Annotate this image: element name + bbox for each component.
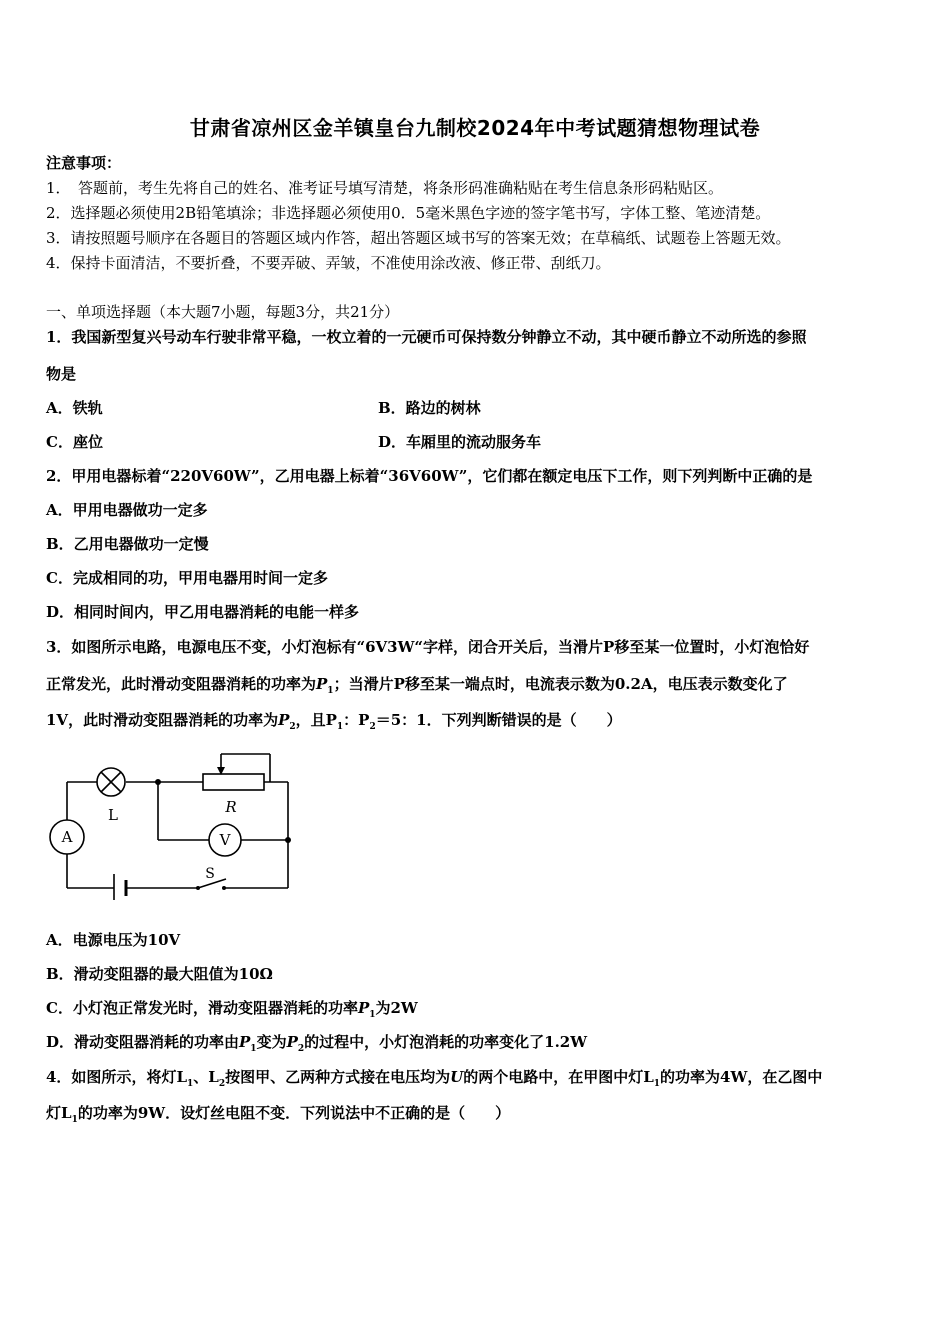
lamp-label: L bbox=[108, 806, 118, 824]
p-symbol: P bbox=[286, 1033, 298, 1051]
q1-option-c: C．座位 bbox=[46, 433, 103, 451]
ammeter-label: A bbox=[61, 828, 73, 846]
subscript: 1 bbox=[336, 722, 344, 732]
p-symbol: P bbox=[316, 675, 328, 693]
text: ；当滑片P移至某一端点时，电流表示数为0.2A，电压表示数变化了 bbox=[333, 675, 788, 693]
subscript: 1 bbox=[187, 1079, 194, 1089]
subscript: 1 bbox=[327, 686, 334, 696]
voltmeter-label: V bbox=[219, 831, 231, 849]
circuit-diagram bbox=[40, 740, 310, 900]
notice-item: 2．选择题必须使用2B铅笔填涂；非选择题必须使用0．5毫米黑色字迹的签字笔书写，字体工整、笔迹清楚。 bbox=[46, 204, 771, 222]
q3-option-c bbox=[46, 997, 418, 1020]
text: 变为 bbox=[256, 1033, 287, 1051]
page-title: 甘肃省凉州区金羊镇皇台九制校2024年中考试题猜想物理试卷 bbox=[189, 116, 761, 140]
notice-heading: 注意事项： bbox=[46, 154, 122, 172]
text: 的过程中，小灯泡消耗的功率变化了1.2W bbox=[304, 1033, 588, 1051]
text: 4．如图所示，将灯L bbox=[46, 1068, 187, 1086]
text: ：P bbox=[343, 711, 370, 729]
notice-item: 4．保持卡面清洁，不要折叠，不要弄破、弄皱，不准使用涂改液、修正带、刮纸刀。 bbox=[46, 254, 611, 272]
battery-symbol bbox=[114, 874, 126, 900]
q2-option-c: C．完成相同的功，甲用电器用时间一定多 bbox=[46, 569, 328, 587]
text: 正常发光，此时滑动变阻器消耗的功率为 bbox=[46, 675, 317, 693]
q2-option-a: A．甲用电器做功一定多 bbox=[46, 501, 208, 519]
subscript: 2 bbox=[297, 1044, 305, 1054]
q2-option-d: D．相同时间内，甲乙用电器消耗的电能一样多 bbox=[46, 603, 360, 621]
text: 的两个电路中，在甲图中灯L bbox=[463, 1068, 654, 1086]
q2-option-b: B．乙用电器做功一定慢 bbox=[46, 535, 209, 553]
subscript: 1 bbox=[71, 1115, 78, 1125]
lamp-symbol bbox=[97, 768, 125, 796]
q3-stem-line3 bbox=[46, 709, 622, 732]
q1-stem-line1: 1．我国新型复兴号动车行驶非常平稳，一枚立着的一元硬币可保持数分钟静立不动，其中硬币静立不动所选的参照 bbox=[46, 328, 807, 346]
q3-stem-line2 bbox=[46, 673, 788, 696]
notice-item: 3．请按照题号顺序在各题目的答题区域内作答，超出答题区域书写的答案无效；在草稿纸、试题卷上答题无效。 bbox=[46, 229, 791, 247]
text: ，且P bbox=[295, 711, 337, 729]
text: 为2W bbox=[375, 999, 418, 1017]
p-symbol: P bbox=[278, 711, 290, 729]
text: 的功率为4W，在乙图中 bbox=[660, 1068, 823, 1086]
text: 1V，此时滑动变阻器消耗的功率为 bbox=[46, 711, 279, 729]
rheostat-label: R bbox=[225, 798, 237, 816]
u-symbol: U bbox=[450, 1068, 464, 1086]
q1-option-b: B．路边的树林 bbox=[378, 399, 481, 417]
switch-label: S bbox=[205, 866, 215, 882]
text: 灯L bbox=[46, 1104, 72, 1122]
q4-stem-line2 bbox=[46, 1102, 510, 1125]
q3-option-b: B．滑动变阻器的最大阻值为10Ω bbox=[46, 965, 273, 983]
rheostat-symbol bbox=[203, 774, 264, 790]
subscript: 1 bbox=[250, 1044, 257, 1054]
notice-item: 1． 答题前，考生先将自己的姓名、准考证号填写清楚，将条形码准确粘贴在考生信息条形码粘贴区。 bbox=[46, 179, 724, 197]
q3-stem-line1: 3．如图所示电路，电源电压不变，小灯泡标有“6V3W“字样，闭合开关后，当滑片P移至某一位置时，小灯泡恰好 bbox=[46, 638, 810, 656]
subscript: 2 bbox=[289, 722, 296, 732]
subscript: 1 bbox=[369, 1010, 376, 1020]
q1-stem-line2: 物是 bbox=[46, 365, 77, 383]
q3-option-d bbox=[46, 1031, 587, 1054]
text: D．滑动变阻器消耗的功率由 bbox=[46, 1033, 240, 1051]
q4-stem-line1 bbox=[46, 1066, 822, 1089]
p-symbol: P bbox=[239, 1033, 251, 1051]
subscript: 2 bbox=[218, 1079, 226, 1089]
text: 的功率为9W．设灯丝电阻不变．下列说法中不正确的是（ ） bbox=[77, 1104, 511, 1122]
section-heading: 一、单项选择题（本大题7小题，每题3分，共21分） bbox=[46, 303, 400, 321]
text: 按图甲、乙两种方式接在电压均为 bbox=[225, 1068, 451, 1086]
q1-option-d: D．车厢里的流动服务车 bbox=[378, 433, 542, 451]
subscript: 2 bbox=[369, 722, 376, 732]
q3-option-a: A．电源电压为10V bbox=[46, 931, 181, 949]
q1-option-a: A．铁轨 bbox=[46, 399, 103, 417]
subscript: 1 bbox=[653, 1079, 661, 1089]
text: ＝5：1．下列判断错误的是（ ） bbox=[375, 711, 622, 729]
q2-stem: 2．甲用电器标着“220V60W”，乙用电器上标着“36V60W”，它们都在额定电压下工作，则下列判断中正确的是 bbox=[46, 467, 813, 485]
p-symbol: P bbox=[357, 999, 370, 1017]
text: 、L bbox=[193, 1068, 219, 1086]
text: C．小灯泡正常发光时，滑动变阻器消耗的功率 bbox=[46, 999, 358, 1017]
